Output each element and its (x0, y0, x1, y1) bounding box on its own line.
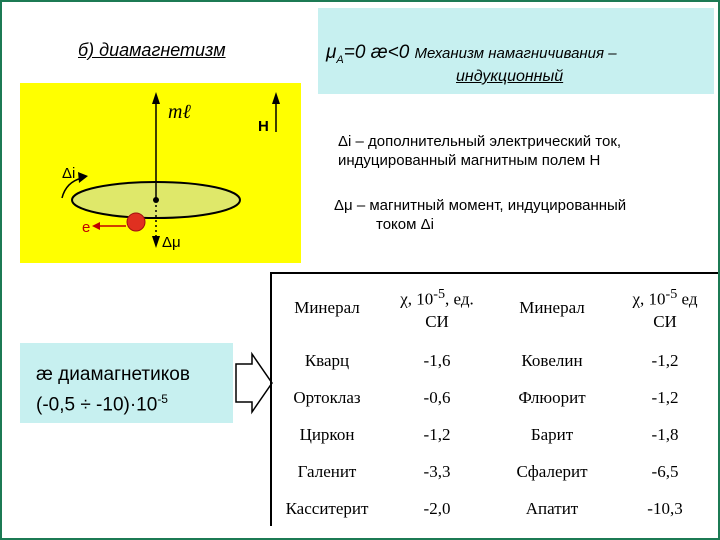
table-row: Ортоклаз -0,6 Флюорит -1,2 (293, 387, 679, 407)
electron-label: е (82, 219, 91, 236)
dmu-arrowhead (152, 236, 160, 248)
section-title: б) диамагнетизм (78, 40, 226, 60)
di-label: Δi (62, 165, 76, 182)
h-label: H (258, 118, 269, 135)
header-chi-2: χ, $10^{-5}$ ед СИ (632, 286, 698, 331)
delta-mu-note: Δμ – магнитный момент, индуцированный током Δi (334, 197, 627, 233)
minerals-table (270, 272, 718, 526)
susceptibility-box (20, 343, 233, 423)
table-header (272, 274, 718, 342)
disk-center (153, 197, 159, 203)
table-row: Галенит -3,3 Сфалерит -6,5 (297, 461, 679, 481)
header-mineral-1: Минерал (294, 298, 360, 317)
table-row: Циркон -1,2 Барит -1,8 (299, 424, 679, 444)
delta-i-note: Δi – дополнительный электрический ток, индуцированный магнитным полем H (338, 133, 622, 169)
header-chi-1: χ, $10^{-5}$, ед. СИ (400, 286, 474, 331)
susceptibility-text: æ диамагнетиков $(-0,5 \div -10)\cdot 10^{-5}$ (36, 364, 190, 416)
dmu-label: Δμ (162, 234, 181, 251)
axis-arrowhead (152, 92, 160, 104)
table-row: Кварц -1,6 Ковелин -1,2 (304, 350, 679, 370)
electron-arrowhead (92, 222, 100, 230)
electron (127, 213, 145, 231)
table-row: Касситерит -2,0 Апатит -10,3 (285, 498, 683, 518)
permeability-formula: $\mu_А=0$ æ<0 Механизм намагничивания – (326, 42, 617, 66)
h-arrowhead (272, 92, 280, 104)
current-arrowhead (78, 172, 88, 183)
mechanism-value: индукционный (456, 68, 564, 85)
pointer-arrow (236, 354, 272, 412)
header-mineral-2: Минерал (519, 298, 585, 317)
mechanism-label: Механизм намагничивания – (414, 45, 617, 62)
ml-label: mℓ (168, 101, 191, 123)
